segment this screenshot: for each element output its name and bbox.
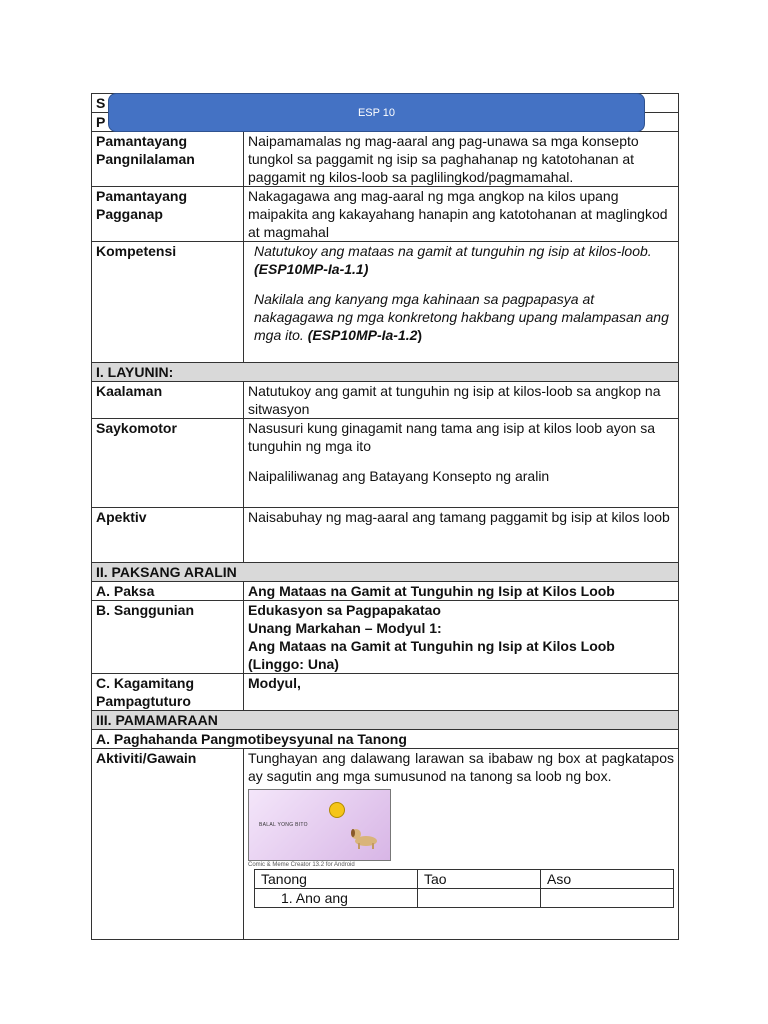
sanggunian-line: Ang Mataas na Gamit at Tunguhin ng Isip at Kilos Loob [248,638,615,654]
kompetensi-item-2-code: (ESP10MP-Ia-1.2 [307,327,418,343]
label-line: Pagganap [96,206,163,222]
sanggunian-row [92,601,679,674]
sanggunian-text [244,601,679,674]
kompetensi-item-2-text: Nakilala ang kanyang mga kahinaan sa pagpapasya at nakagagawa ng mga konkretong hakbang upang malampasan ang mga ito. [254,291,669,343]
kompetensi-label: Kompetensi [92,242,244,363]
kompetensi-item-2-close: ) [417,327,423,343]
tanong-table [254,869,674,908]
paksa-row [92,582,679,601]
kagamitan-text: Modyul, [244,674,679,711]
aktiviti-content [244,749,679,940]
pamamaraan-heading: III. PAMAMARAAN [92,711,679,730]
header-tao: Tao [418,870,541,889]
label-line: Pamantayang [96,188,188,204]
saykomotor-row [92,419,679,508]
kompetensi-text [244,242,679,363]
aktiviti-label: Aktiviti/Gawain [92,749,244,940]
saykomotor-text [244,419,679,508]
apektiv-text: Naisabuhay ng mag-aaral ang tamang paggamit bg isip at kilos loob [244,508,679,563]
header-aso: Aso [541,870,674,889]
paksa-text: Ang Mataas na Gamit at Tunguhin ng Isip at Kilos Loob [244,582,679,601]
row-s-label: S [96,95,106,111]
tanong-header-row [255,870,674,889]
kaalaman-text: Natutukoy ang gamit at tunguhin ng isip at kilos-loob sa angkop na sitwasyon [244,382,679,419]
banner-title: ESP 10 [357,106,396,119]
saykomotor-text-2: Naipaliliwanag ang Batayang Konsepto ng aralin [248,468,550,484]
dog-icon [348,826,382,850]
label-line: Pamantayang [96,133,188,149]
tao-cell[interactable] [418,889,541,908]
kompetensi-item-1 [254,242,674,278]
aktiviti-text: Tunghayan ang dalawang larawan sa ibabaw ng box at pagkatapos ay sagutin ang mga sumusunod na tanong sa loob ng box. [248,750,674,784]
emoji-face-icon [329,802,345,818]
sanggunian-line: Edukasyon sa Pagpapakatao [248,602,441,618]
kompetensi-item-2 [254,290,674,344]
layunin-heading: I. LAYUNIN: [92,363,679,382]
apektiv-label: Apektiv [92,508,244,563]
kompetensi-item-1-text: Natutukoy ang mataas na gamit at tunguhin ng isip at kilos-loob. [254,243,652,259]
kompetensi-row [92,242,679,363]
row-p-label: P [96,114,106,130]
pamantayang-pangnilalaman-text: Naipamamalas ng mag-aaral ang pag-unawa sa mga konsepto tungkol sa paggamit ng isip sa paghahanap ng katotohanan at paggamit ng kilos-loob sa paglilingkod/pagmamahal. [244,132,679,187]
sanggunian-line: (Linggo: Una) [248,656,339,672]
saykomotor-text-1: Nasusuri kung ginagamit nang tama ang isip at kilos loob ayon sa tunguhin ng mga ito [248,420,656,454]
paksang-aralin-heading: II. PAKSANG ARALIN [92,563,679,582]
esp-banner [108,93,645,132]
table-row [255,889,674,908]
pamantayang-pagganap-label [92,187,244,242]
saykomotor-label: Saykomotor [92,419,244,508]
kaalaman-row [92,382,679,419]
kagamitan-label [92,674,244,711]
pamantayang-pangnilalaman-row [92,132,679,187]
tanong-cell: 1. Ano ang [255,889,418,908]
aktiviti-row [92,749,679,940]
pamantayang-pagganap-text: Nakagagawa ang mag-aaral ng mga angkop na kilos upang maipakita ang kakayahang hanapin ang katotohanan at maglingkod at magmahal [244,187,679,242]
label-line: C. Kagamitang [96,675,195,691]
meme-image [248,789,391,861]
aso-cell[interactable] [541,889,674,908]
label-line: Pangnilalaman [96,151,195,167]
header-tanong: Tanong [255,870,418,889]
label-line: Pampagtuturo [96,693,191,709]
meme-image-text: BALAL YONG BITO [259,822,308,828]
pamantayang-pangnilalaman-label [92,132,244,187]
image-caption: Comic & Meme Creator 13.2 for Android [248,862,355,868]
kagamitan-row [92,674,679,711]
pamantayang-pagganap-row [92,187,679,242]
paksa-label: A. Paksa [92,582,244,601]
kaalaman-label: Kaalaman [92,382,244,419]
sanggunian-line: Unang Markahan – Modyul 1: [248,620,442,636]
sanggunian-label: B. Sanggunian [92,601,244,674]
lesson-plan-table [91,93,679,940]
kompetensi-item-1-code: (ESP10MP-Ia-1.1) [254,261,369,277]
apektiv-row [92,508,679,563]
pamamaraan-subheading: A. Paghahanda Pangmotibeysyunal na Tanong [92,730,679,749]
